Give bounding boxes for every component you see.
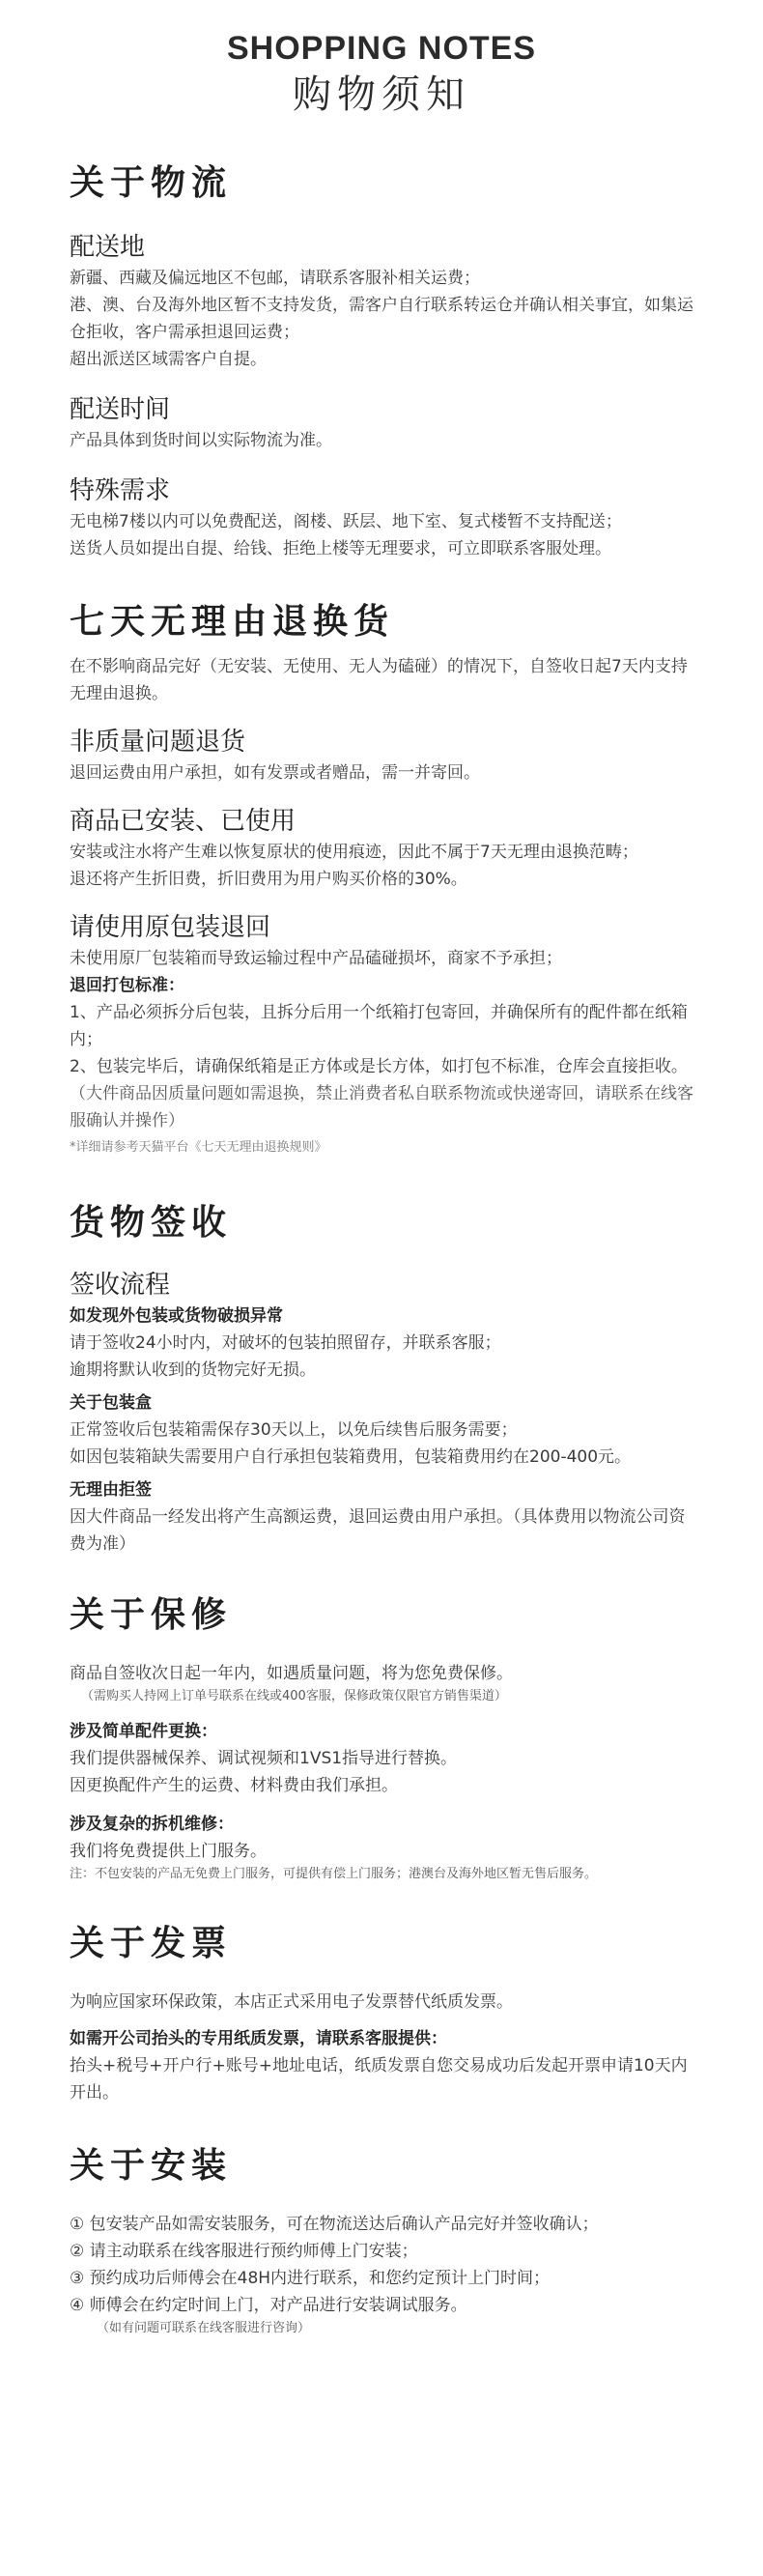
paragraph: 新疆、西藏及偏远地区不包邮，请联系客服补相关运费； (70, 269, 480, 288)
section-title: 关于发票 (70, 1924, 233, 1963)
paragraph: 退回运费由用户承担，如有发票或者赠品，需一并寄回。 (70, 763, 480, 783)
install-section (70, 2143, 693, 2338)
bold-label: 退回打包标准： (70, 976, 184, 995)
page-title-cn: 购物须知 (293, 72, 470, 117)
paragraph: 商品自签收次日起一年内，如遇质量问题，将为您免费保修。 (70, 1664, 513, 1683)
section-title: 关于保修 (70, 1595, 233, 1635)
paragraph: 我们提供器械保养、调试视频和1VS1指导进行替换。 (70, 1749, 458, 1768)
footnote: *详细请参考天猫平台《七天无理由退换规则》 (70, 1140, 327, 1155)
paragraph: 港、澳、台及海外地区暂不支持发货，需客户自行联系转运仓并确认相关事宜，如集运仓拒收，客户需承担退回运费； (70, 296, 693, 342)
bold-label: 如发现外包装或货物破损异常 (70, 1306, 283, 1326)
paragraph: 如因包装箱缺失需要用户自行承担包装箱费用，包装箱费用约在200-400元。 (70, 1447, 632, 1467)
subsection-title: 配送地 (70, 233, 146, 262)
subsection-title: 商品已安装、已使用 (70, 807, 297, 836)
paragraph: 1、产品必须拆分后包装，且拆分后用一个纸箱打包寄回，并确保所有的配件都在纸箱内； (70, 1003, 688, 1049)
page-title-en: SHOPPING NOTES (226, 30, 537, 67)
subsection-title: 非质量问题退货 (70, 728, 246, 757)
paragraph: 逾期将默认收到的货物完好无损。 (70, 1360, 316, 1380)
section-title: 七天无理由退换货 (70, 602, 395, 642)
bold-label: 无理由拒签 (70, 1480, 152, 1500)
small-note: （需购买人持网上订单号联系在线或400客服，保修政策仅限官方销售渠道） (81, 1689, 507, 1703)
small-note: 注：不包安装的产品无免费上门服务，可提供有偿上门服务；港澳台及海外地区暂无售后服务。 (70, 1867, 598, 1881)
bold-label: 如需开公司抬头的专用纸质发票，请联系客服提供： (70, 2029, 447, 2048)
subsection-title: 配送时间 (70, 395, 171, 424)
paragraph: 为响应国家环保政策，本店正式采用电子发票替代纸质发票。 (70, 1992, 513, 2012)
paragraph: 退还将产生折旧费，折旧费用为用户购买价格的30%。 (70, 870, 467, 889)
install-step: ③ 预约成功后师傅会在48H内进行联系，和您约定预计上门时间； (70, 2269, 551, 2288)
paragraph: 送货人员如提出自提、给钱、拒绝上楼等无理要求，可立即联系客服处理。 (70, 539, 611, 558)
paragraph: 超出派送区域需客户自提。 (70, 350, 267, 369)
returns-section (70, 599, 693, 1158)
install-step: ④ 师傅会在约定时间上门，对产品进行安装调试服务。 (70, 2296, 467, 2315)
subsection-title: 签收流程 (70, 1271, 171, 1300)
bracket-note: （大件商品因质量问题如需退换，禁止消费者私自联系物流或快递寄回，请联系在线客服确认并操作） (70, 1084, 693, 1131)
paragraph: 未使用原厂包装箱而导致运输过程中产品磕碰损坏，商家不予承担； (70, 949, 562, 968)
paragraph: 无电梯7楼以内可以免费配送，阁楼、跃层、地下室、复式楼暂不支持配送； (70, 512, 622, 531)
bold-label: 关于包装盒 (70, 1393, 152, 1413)
install-step: ② 请主动联系在线客服进行预约师傅上门安装； (70, 2242, 418, 2261)
paragraph: 因更换配件产生的运费、材料费由我们承担。 (70, 1776, 398, 1795)
subsection-title: 特殊需求 (70, 476, 171, 505)
paragraph: 安装或注水将产生难以恢复原状的使用痕迹，因此不属于7天无理由退换范畴； (70, 843, 638, 862)
warranty-section (70, 1592, 693, 1884)
paragraph: 正常签收后包装箱需保存30天以上，以免后续售后服务需要； (70, 1420, 518, 1440)
bold-label: 涉及复杂的拆机维修： (70, 1815, 234, 1834)
subsection-title: 请使用原包装退回 (70, 913, 271, 942)
small-note: （如有问题可联系在线客服进行咨询） (97, 2321, 311, 2335)
paragraph: 请于签收24小时内，对破坏的包装拍照留存，并联系客服； (70, 1333, 501, 1353)
paragraph: 在不影响商品完好（无安装、无使用、无人为磕碰）的情况下，自签收日起7天内支持无理由退换。 (70, 657, 688, 703)
page-header (70, 27, 693, 120)
paragraph: 因大件商品一经发出将产生高额运费，退回运费由用户承担。（具体费用以物流公司资费为准） (70, 1507, 686, 1554)
paragraph: 我们将免费提供上门服务。 (70, 1842, 267, 1861)
invoice-section (70, 1921, 693, 2106)
section-title: 关于物流 (70, 163, 233, 203)
receipt-section (70, 1200, 693, 1558)
section-title: 货物签收 (70, 1203, 233, 1243)
section-title: 关于安装 (70, 2146, 233, 2186)
paragraph: 抬头+税号+开户行+账号+地址电话，纸质发票自您交易成功后发起开票申请10天内开出。 (70, 2056, 688, 2103)
bold-label: 涉及简单配件更换： (70, 1722, 217, 1741)
logistics-section (70, 160, 693, 562)
paragraph: 2、包装完毕后，请确保纸箱是正方体或是长方体，如打包不标准，仓库会直接拒收。 (70, 1057, 688, 1076)
paragraph: 产品具体到货时间以实际物流为准。 (70, 431, 332, 450)
install-step: ① 包安装产品如需安装服务，可在物流送达后确认产品完好并签收确认； (70, 2215, 599, 2234)
